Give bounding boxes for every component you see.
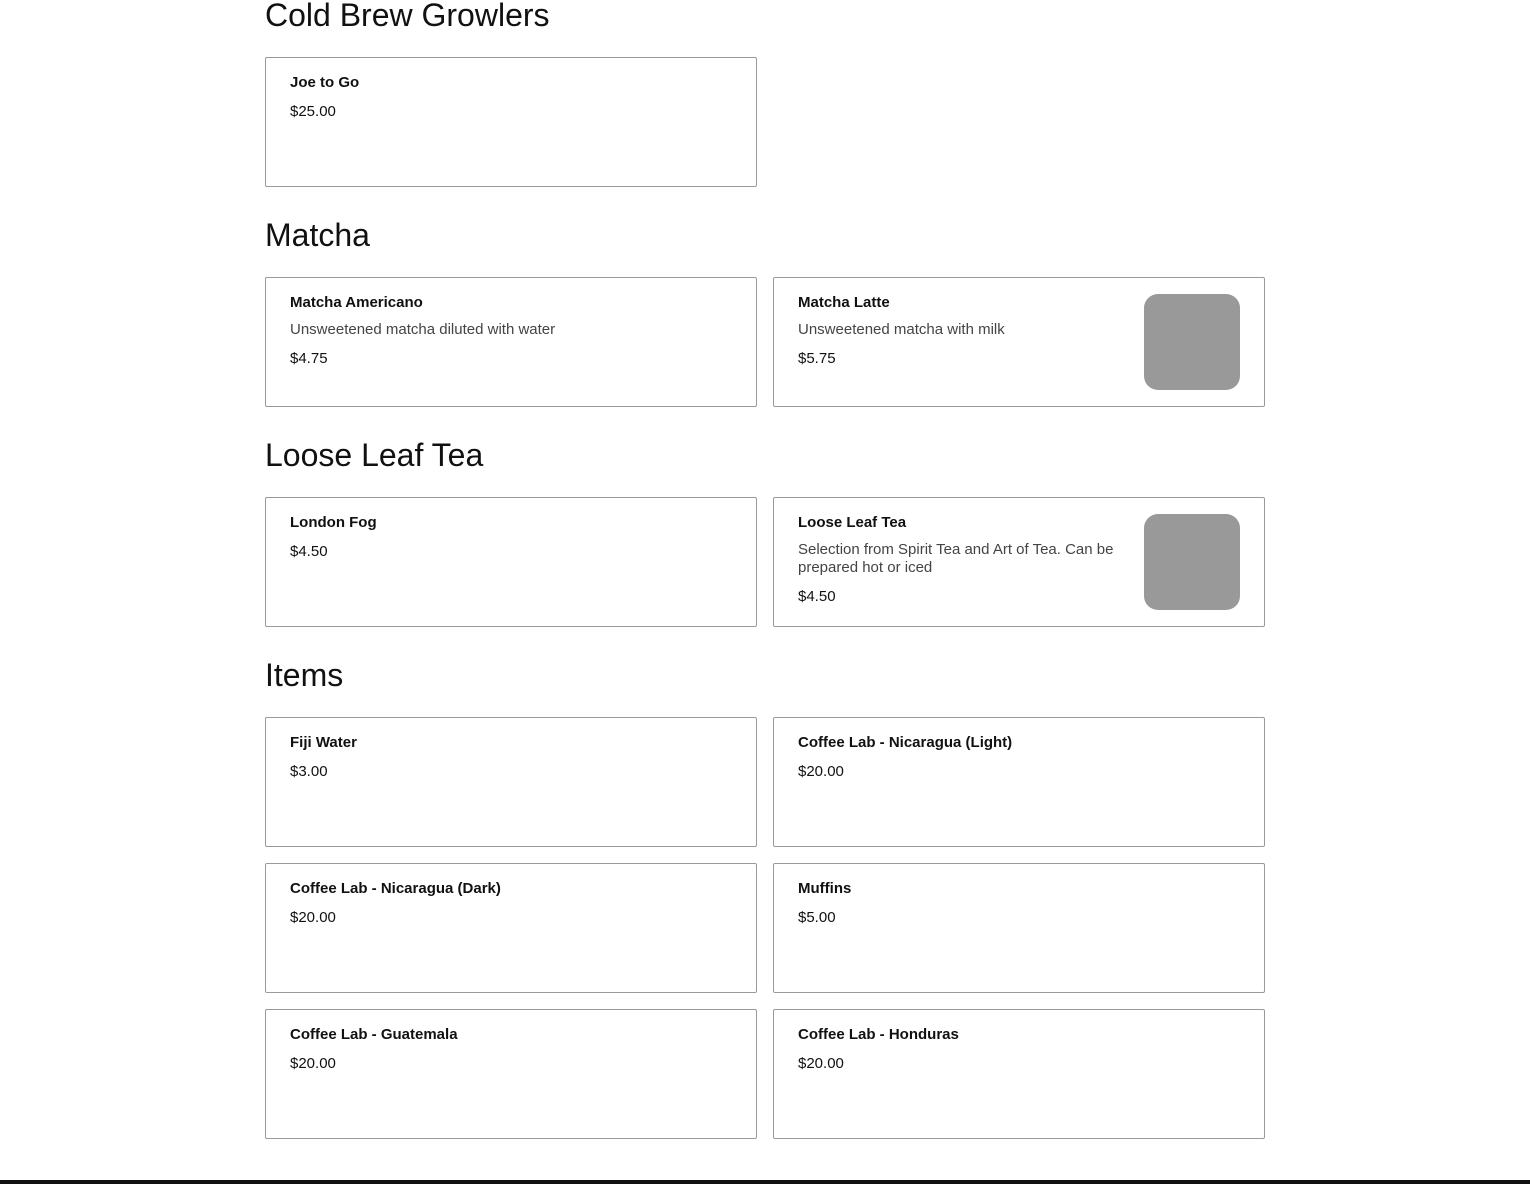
item-grid [265,497,1265,627]
item-grid [265,277,1265,407]
section-title: Items [265,657,344,693]
item-price: $4.75 [290,350,328,367]
menu-item-card[interactable] [773,1009,1265,1139]
menu-item-card[interactable] [773,863,1265,993]
item-name: Muffins [798,880,852,897]
item-grid [265,717,1265,1139]
item-description: Unsweetened matcha diluted with water [290,321,556,338]
item-image [1144,294,1240,390]
menu-item-card[interactable] [265,1009,757,1139]
menu-section [265,433,1265,627]
item-price: $4.50 [290,543,328,560]
menu-item-card[interactable] [773,717,1265,847]
menu-item-card[interactable] [265,863,757,993]
item-name: Joe to Go [290,74,360,91]
menu-item-text [798,734,1240,781]
menu-item-text [798,1026,1240,1073]
item-name: Matcha Latte [798,294,890,311]
item-price: $20.00 [798,763,844,780]
menu-item-text [290,74,732,121]
menu-item-text [290,734,732,781]
menu-section [265,653,1265,1139]
item-name: Matcha Americano [290,294,423,311]
menu-item-card[interactable] [265,57,757,187]
item-price: $20.00 [798,1055,844,1072]
item-name: London Fog [290,514,377,531]
item-description: Selection from Spirit Tea and Art of Tea. Can be prepared hot or iced [798,541,1114,576]
menu-item-text [290,294,732,368]
menu-item-card[interactable] [265,497,757,627]
item-name: Fiji Water [290,734,357,751]
menu-item-card[interactable] [265,277,757,407]
menu-item-text [290,514,732,561]
item-grid [265,57,1265,187]
item-name: Coffee Lab - Guatemala [290,1026,458,1043]
menu-list [265,0,1265,1165]
menu-item-card[interactable] [773,277,1265,407]
item-price: $3.00 [290,763,328,780]
menu-section [265,213,1265,407]
item-price: $20.00 [290,1055,336,1072]
item-price: $5.00 [798,909,836,926]
menu-item-text [798,880,1240,927]
menu-item-card[interactable] [773,497,1265,627]
item-description: Unsweetened matcha with milk [798,321,1005,338]
menu-item-text [290,880,732,927]
item-image [1144,514,1240,610]
item-price: $20.00 [290,909,336,926]
section-title: Loose Leaf Tea [265,437,484,473]
bottom-bar [0,1180,1530,1184]
item-name: Coffee Lab - Honduras [798,1026,959,1043]
item-price: $4.50 [798,588,836,605]
menu-item-card[interactable] [265,717,757,847]
item-price: $5.75 [798,350,836,367]
section-title: Cold Brew Growlers [265,0,550,33]
menu-item-text [290,1026,732,1073]
item-name: Coffee Lab - Nicaragua (Light) [798,734,1013,751]
menu-section [265,0,1265,187]
item-price: $25.00 [290,103,336,120]
item-name: Coffee Lab - Nicaragua (Dark) [290,880,501,897]
section-title: Matcha [265,217,370,253]
item-name: Loose Leaf Tea [798,514,907,531]
